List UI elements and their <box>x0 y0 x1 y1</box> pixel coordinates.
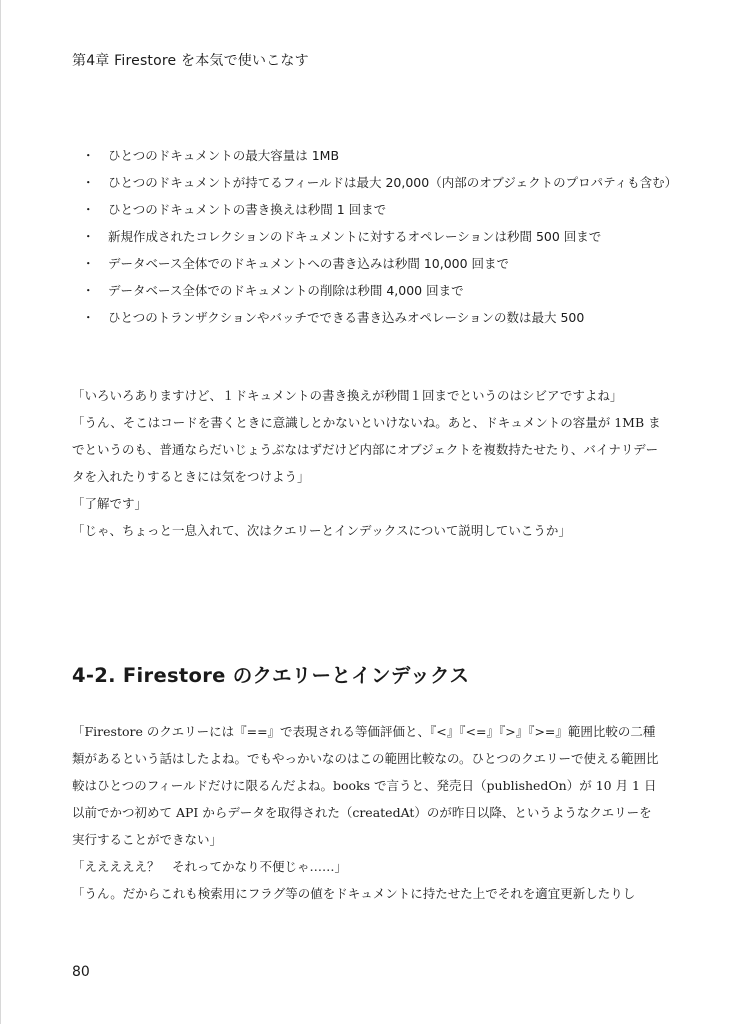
bullet-marker: ・ <box>82 175 95 190</box>
list-item-text: データベース全体でのドキュメントの削除は秒間 4,000 回まで <box>108 283 464 298</box>
dialogue-line: 「Firestore のクエリーには『==』で表現される等価評価と、『<』『<=』『>』『>=』範囲比較の二種類があるという話はしたよね。でもやっかいなのはこの範囲比較なの。ひとつのクエリーで使える範囲比較はひとつのフィールドだけに限るんだよね。books で言うと、発売日（publishedOn）が 10 月 1 日以前でかつ初めて API からデータを取得された（createdAt）のが昨日以降、というようなクエリーを実行することができない」 <box>72 724 659 847</box>
dialogue-line: 「いろいろありますけど、１ドキュメントの書き換えが秒間１回までというのはシビアですよね」 <box>72 388 623 403</box>
list-item <box>72 304 672 331</box>
dialogue-line: 「えええええ？ それってかなり不便じゃ……」 <box>72 859 348 874</box>
list-item <box>72 196 672 223</box>
bullet-marker: ・ <box>82 148 95 163</box>
running-head: 第4章 Firestore を本気で使いこなす <box>72 53 309 69</box>
dialogue-block <box>72 382 662 544</box>
dialogue-line: 「うん。だからこれも検索用にフラグ等の値をドキュメントに持たせた上でそれを適宜更新したりし <box>72 886 636 901</box>
list-item-text: ひとつのトランザクションやバッチでできる書き込みオペレーションの数は最大 500 <box>108 310 585 325</box>
bullet-marker: ・ <box>82 283 95 298</box>
section-heading: 4-2. Firestore のクエリーとインデックス <box>72 664 470 687</box>
list-item <box>72 142 672 169</box>
list-item <box>72 277 672 304</box>
list-item-text: 新規作成されたコレクションのドキュメントに対するオペレーションは秒間 500 回まで <box>108 229 602 244</box>
bullet-marker: ・ <box>82 229 95 244</box>
limits-list <box>72 142 678 331</box>
list-item-text: データベース全体でのドキュメントへの書き込みは秒間 10,000 回まで <box>108 256 510 271</box>
dialogue-line: 「じゃ、ちょっと一息入れて、次はクエリーとインデックスについて説明していこうか」 <box>72 523 571 538</box>
page-edge <box>0 0 1 1024</box>
list-item <box>72 250 672 277</box>
list-item-text: ひとつのドキュメントが持てるフィールドは最大 20,000（内部のオブジェクトのプロパティも含む） <box>108 175 678 190</box>
list-item <box>72 223 672 250</box>
list-item <box>72 169 678 196</box>
bullet-marker: ・ <box>82 310 95 325</box>
dialogue-block <box>72 718 662 907</box>
dialogue-line: 「うん、そこはコードを書くときに意識しとかないといけないね。あと、ドキュメントの容量が 1MB までというのも、普通ならだいじょうぶなはずだけど内部にオブジェクトを複数持たせたり、バイナリデータを入れたりするときには気をつけよう」 <box>72 415 661 484</box>
bullet-marker: ・ <box>82 202 95 217</box>
list-item-text: ひとつのドキュメントの最大容量は 1MB <box>108 148 340 163</box>
list-item-text: ひとつのドキュメントの書き換えは秒間 1 回まで <box>108 202 387 217</box>
dialogue-line: 「了解です」 <box>72 496 148 511</box>
bullet-marker: ・ <box>82 256 95 271</box>
page-number: 80 <box>72 964 90 980</box>
